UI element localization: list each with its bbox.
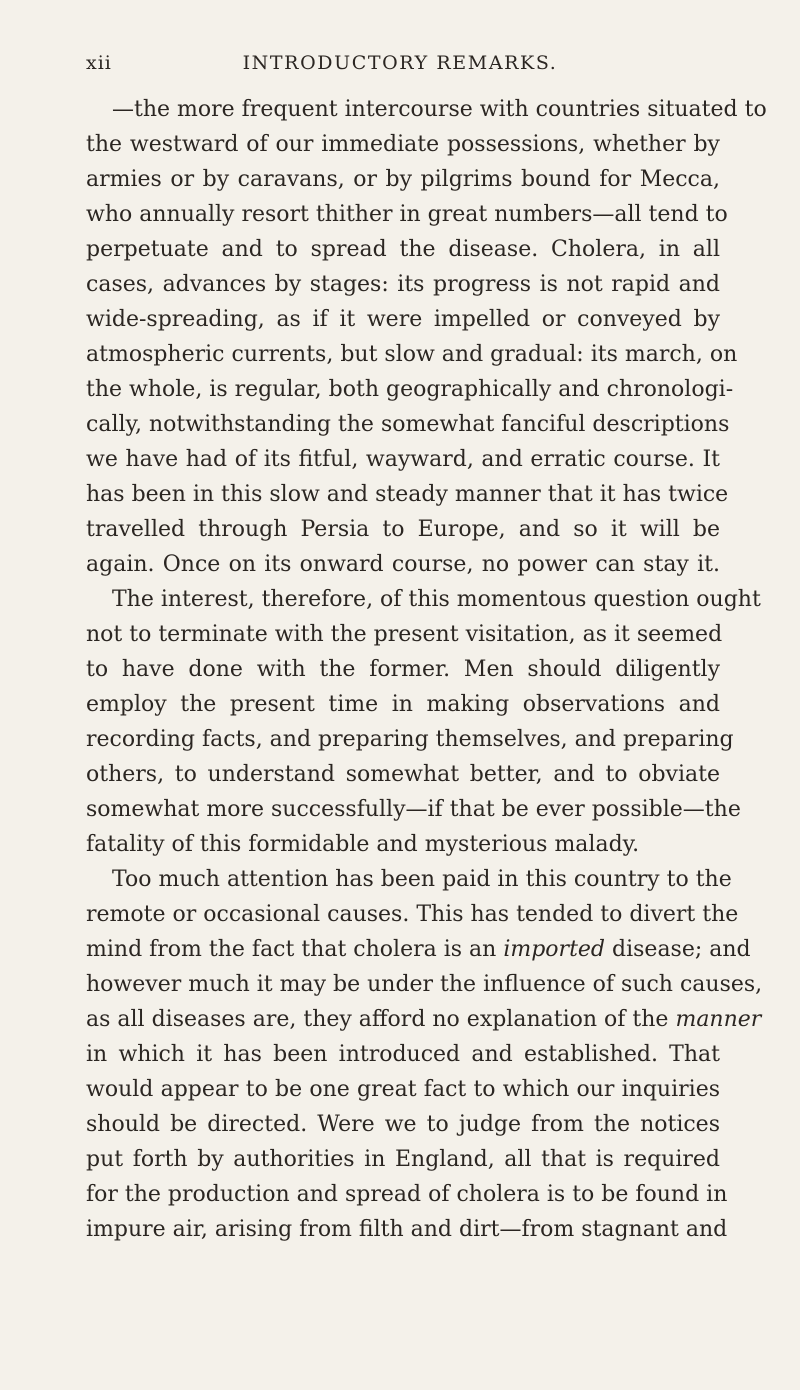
text-line: recording facts, and preparing themselves, and preparing [86,727,734,752]
text-line: cases, advances by stages: its progress is not rapid and [86,272,720,297]
text-line: the whole, is regular, both geographically and chronologi- [86,377,734,402]
text-line: fatality of this formidable and mysterious malady. [86,832,640,857]
body-text [86,92,767,1247]
text-segment: disease; and [612,937,751,962]
text-line: atmospheric currents, but slow and gradual: its march, on [86,342,738,367]
text-line [86,932,751,967]
text-segment: as all diseases are, they afford no explanation of the [86,1007,669,1032]
text-line: not to terminate with the present visitation, as it seemed [86,622,723,647]
text-line: armies or by caravans, or by pilgrims bound for Mecca, [86,167,720,192]
text-line: who annually resort thither in great numbers—all tend to [86,202,728,227]
text-line [86,1002,762,1037]
text-line: The interest, therefore, of this momentous question ought [112,587,761,612]
text-line: in which it has been introduced and established. That [86,1042,720,1067]
text-line: the westward of our immediate possessions, whether by [86,132,720,157]
italic-emphasis: manner [675,1007,762,1032]
page-number: xii [86,52,112,74]
page-header [62,46,738,76]
text-segment: mind from the fact that cholera is an [86,937,497,962]
text-line: again. Once on its onward course, no power can stay it. [86,552,720,577]
italic-emphasis: imported [503,937,606,962]
text-line: others, to understand somewhat better, and to obviate [86,762,720,787]
text-line: cally, notwithstanding the somewhat fanciful descriptions [86,412,730,437]
text-line: remote or occasional causes. This has tended to divert the [86,902,739,927]
running-head: INTRODUCTORY REMARKS. [242,52,558,74]
text-line: impure air, arising from filth and dirt—from stagnant and [86,1217,728,1242]
text-line: put forth by authorities in England, all that is required [86,1147,720,1172]
text-line: to have done with the former. Men should diligently [86,657,720,682]
text-line: should be directed. Were we to judge from the notices [86,1112,720,1137]
text-line: for the production and spread of cholera is to be found in [86,1182,728,1207]
text-line: travelled through Persia to Europe, and so it will be [86,517,720,542]
text-line: perpetuate and to spread the disease. Cholera, in all [86,237,720,262]
text-line: however much it may be under the influence of such causes, [86,972,763,997]
text-line: Too much attention has been paid in this country to the [112,867,732,892]
text-line: somewhat more successfully—if that be ever possible—the [86,797,741,822]
text-line: would appear to be one great fact to which our inquiries [86,1077,720,1102]
text-line: employ the present time in making observations and [86,692,720,717]
text-line: wide-spreading, as if it were impelled or conveyed by [86,307,720,332]
text-line: has been in this slow and steady manner that it has twice [86,482,729,507]
text-line: —the more frequent intercourse with countries situated to [112,97,767,122]
text-line: we have had of its fitful, wayward, and erratic course. It [86,447,720,472]
